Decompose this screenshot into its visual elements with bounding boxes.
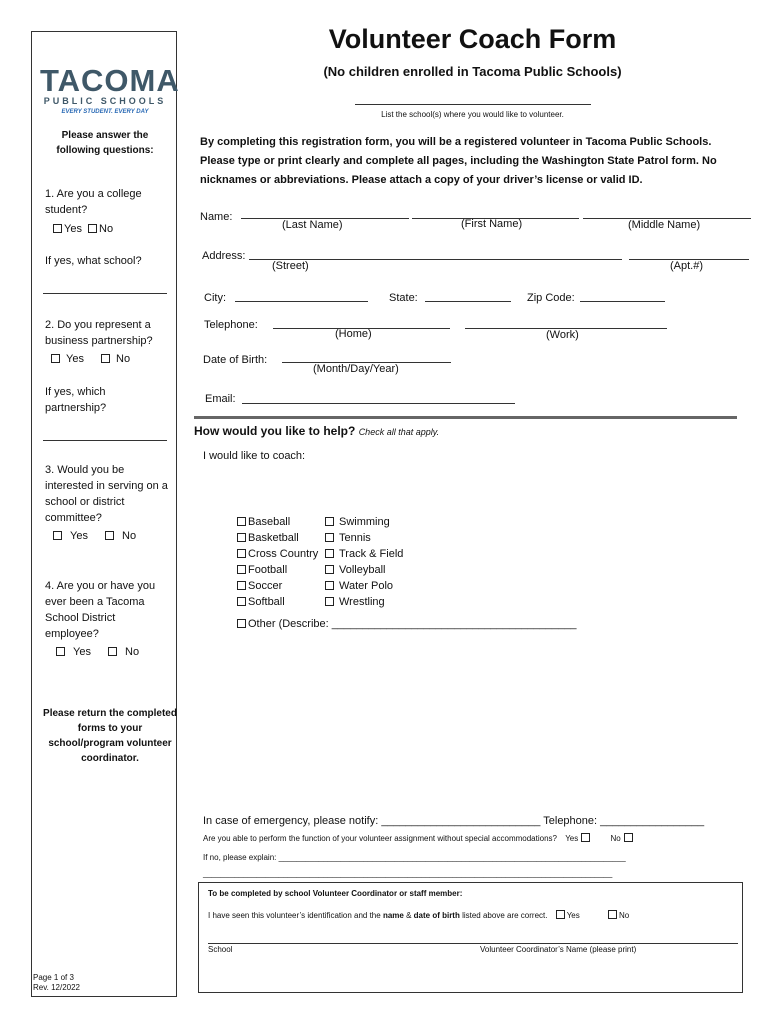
q2-yes-checkbox[interactable] [51, 354, 60, 363]
no-label: No [125, 646, 140, 658]
page-subtitle: (No children enrolled in Tacoma Public Schools) [323, 64, 622, 79]
home-caption: (Home) [335, 328, 372, 340]
q1-school-line[interactable] [43, 293, 167, 294]
q2-no-checkbox[interactable] [101, 354, 110, 363]
question-3: 3. Would you be interested in serving on a school or district committee? [45, 464, 168, 524]
email-label: Email: [205, 393, 236, 405]
email-field[interactable] [242, 403, 515, 404]
dob-caption: (Month/Day/Year) [313, 363, 399, 375]
sport-option[interactable]: Cross Country [237, 546, 318, 562]
sport-option[interactable]: Football [237, 562, 318, 578]
page-number: Page 1 of 3 [33, 973, 74, 982]
q4-answers [56, 646, 139, 658]
sport-option[interactable]: Tennis [325, 530, 403, 546]
school-line[interactable] [355, 104, 591, 105]
return-note: Please return the completed forms to your school/program volunteer coordinator. [43, 708, 177, 764]
dob-label: Date of Birth: [203, 354, 268, 366]
intro-paragraph: By completing this registration form, you will be a registered volunteer in Tacoma Public Schools. Please type or print clearly and complete all pages, including the Washington State Patrol form. No nicknames or abbreviations. Please attach a copy of your driver’s license or valid ID. [200, 136, 717, 186]
coach-label: I would like to coach: [203, 450, 306, 462]
help-heading: How would you like to help? Check all that apply. [194, 424, 440, 438]
checkbox[interactable] [237, 597, 246, 606]
q2-partnership-line[interactable] [43, 440, 167, 441]
signature-line[interactable] [208, 943, 738, 944]
zip-label: Zip Code: [527, 292, 575, 304]
state-label: State: [389, 292, 418, 304]
street-caption: (Street) [272, 260, 309, 272]
sport-option[interactable]: Softball [237, 594, 318, 610]
checkbox[interactable] [325, 597, 334, 606]
sport-option[interactable]: Swimming [325, 514, 403, 530]
sport-option[interactable]: Water Polo [325, 578, 403, 594]
q1-answers [53, 223, 113, 235]
checkbox[interactable] [237, 581, 246, 590]
yes-label: Yes [66, 353, 84, 365]
question-1-followup: If yes, what school? [45, 255, 142, 267]
logo-tagline: EVERY STUDENT. EVERY DAY [61, 109, 149, 115]
q2-answers [51, 353, 130, 365]
accommodations-question: Are you able to perform the function of your volunteer assignment without special accommodations? Yes No [203, 833, 635, 843]
last-name-caption: (Last Name) [282, 219, 343, 231]
q3-answers [53, 530, 136, 542]
checkbox[interactable] [325, 517, 334, 526]
checkbox[interactable] [237, 565, 246, 574]
coord-no-label: No [619, 911, 630, 920]
no-label: No [116, 353, 131, 365]
help-hint: Check all that apply. [358, 427, 440, 437]
sport-option[interactable]: Baseball [237, 514, 318, 530]
telephone-label: Telephone: [204, 319, 258, 331]
q4-yes-checkbox[interactable] [56, 647, 65, 656]
checkbox[interactable] [237, 619, 246, 628]
checkbox[interactable] [325, 533, 334, 542]
question-2-followup: If yes, which partnership? [45, 386, 107, 414]
revision-date: Rev. 12/2022 [33, 983, 80, 992]
address-label: Address: [202, 250, 246, 262]
state-field[interactable] [425, 301, 511, 302]
question-1: 1. Are you a college student? [45, 188, 142, 216]
other-option[interactable] [237, 616, 576, 632]
other-label: Other (Describe: ________________________________________ [248, 618, 577, 630]
accom-no-label: No [610, 834, 621, 843]
q3-yes-checkbox[interactable] [53, 531, 62, 540]
sport-option[interactable]: Track & Field [325, 546, 403, 562]
yes-label: Yes [64, 223, 82, 235]
coord-yes-checkbox[interactable] [556, 910, 565, 919]
checkbox[interactable] [325, 549, 334, 558]
yes-label: Yes [73, 646, 91, 658]
work-caption: (Work) [546, 329, 579, 341]
accom-no-checkbox[interactable] [624, 833, 633, 842]
first-name-caption: (First Name) [461, 218, 523, 230]
coordinator-section [198, 882, 743, 993]
sport-option[interactable]: Wrestling [325, 594, 403, 610]
zip-field[interactable] [580, 301, 665, 302]
school-caption: School [208, 945, 233, 954]
city-label: City: [204, 292, 226, 304]
sidebar-heading: Please answer the following questions: [56, 130, 154, 156]
accom-yes-checkbox[interactable] [581, 833, 590, 842]
coord-yes-label: Yes [566, 911, 580, 920]
page-title: Volunteer Coach Form [328, 24, 617, 54]
checkbox[interactable] [237, 533, 246, 542]
sports-column-2 [325, 514, 403, 610]
checkbox[interactable] [325, 565, 334, 574]
coord-no-checkbox[interactable] [608, 910, 617, 919]
logo-subtitle: PUBLIC SCHOOLS [43, 96, 167, 106]
coordinator-name-caption: Volunteer Coordinator’s Name (please print) [480, 945, 637, 954]
sports-column-1 [237, 514, 318, 610]
checkbox[interactable] [237, 517, 246, 526]
q1-yes-checkbox[interactable] [53, 224, 62, 233]
school-line-caption: List the school(s) where you would like to volunteer. [381, 110, 564, 119]
explain-line[interactable]: If no, please explain: ______________________________________________________________________________ [203, 853, 626, 862]
no-label: No [99, 223, 114, 235]
question-4: 4. Are you or have you ever been a Tacoma School District employee? [45, 580, 156, 640]
q3-no-checkbox[interactable] [105, 531, 114, 540]
q1-no-checkbox[interactable] [88, 224, 97, 233]
no-label: No [122, 530, 137, 542]
yes-label: Yes [70, 530, 88, 542]
q4-no-checkbox[interactable] [108, 647, 117, 656]
checkbox[interactable] [237, 549, 246, 558]
section-divider [194, 416, 737, 419]
middle-name-caption: (Middle Name) [628, 219, 701, 231]
coordinator-heading: To be completed by school Volunteer Coordinator or staff member: [208, 889, 463, 898]
name-label: Name: [200, 211, 233, 223]
question-2: 2. Do you represent a business partnership? [45, 319, 153, 347]
apt-caption: (Apt.#) [670, 260, 704, 272]
emergency-contact-line[interactable]: In case of emergency, please notify: __________________________ Telephone: _________________ [203, 815, 705, 827]
city-field[interactable] [235, 301, 368, 302]
coordinator-statement: I have seen this volunteer’s identification and the name & date of birth listed above are correct. Yes No [208, 911, 630, 920]
checkbox[interactable] [325, 581, 334, 590]
sport-option[interactable]: Soccer [237, 578, 318, 594]
accom-yes-label: Yes [565, 834, 579, 843]
sport-option[interactable]: Basketball [237, 530, 318, 546]
tacoma-logo: TACOMA [40, 63, 180, 98]
explain-line-2[interactable]: ____________________________________________________________________________________________ [203, 869, 613, 878]
sport-option[interactable]: Volleyball [325, 562, 403, 578]
